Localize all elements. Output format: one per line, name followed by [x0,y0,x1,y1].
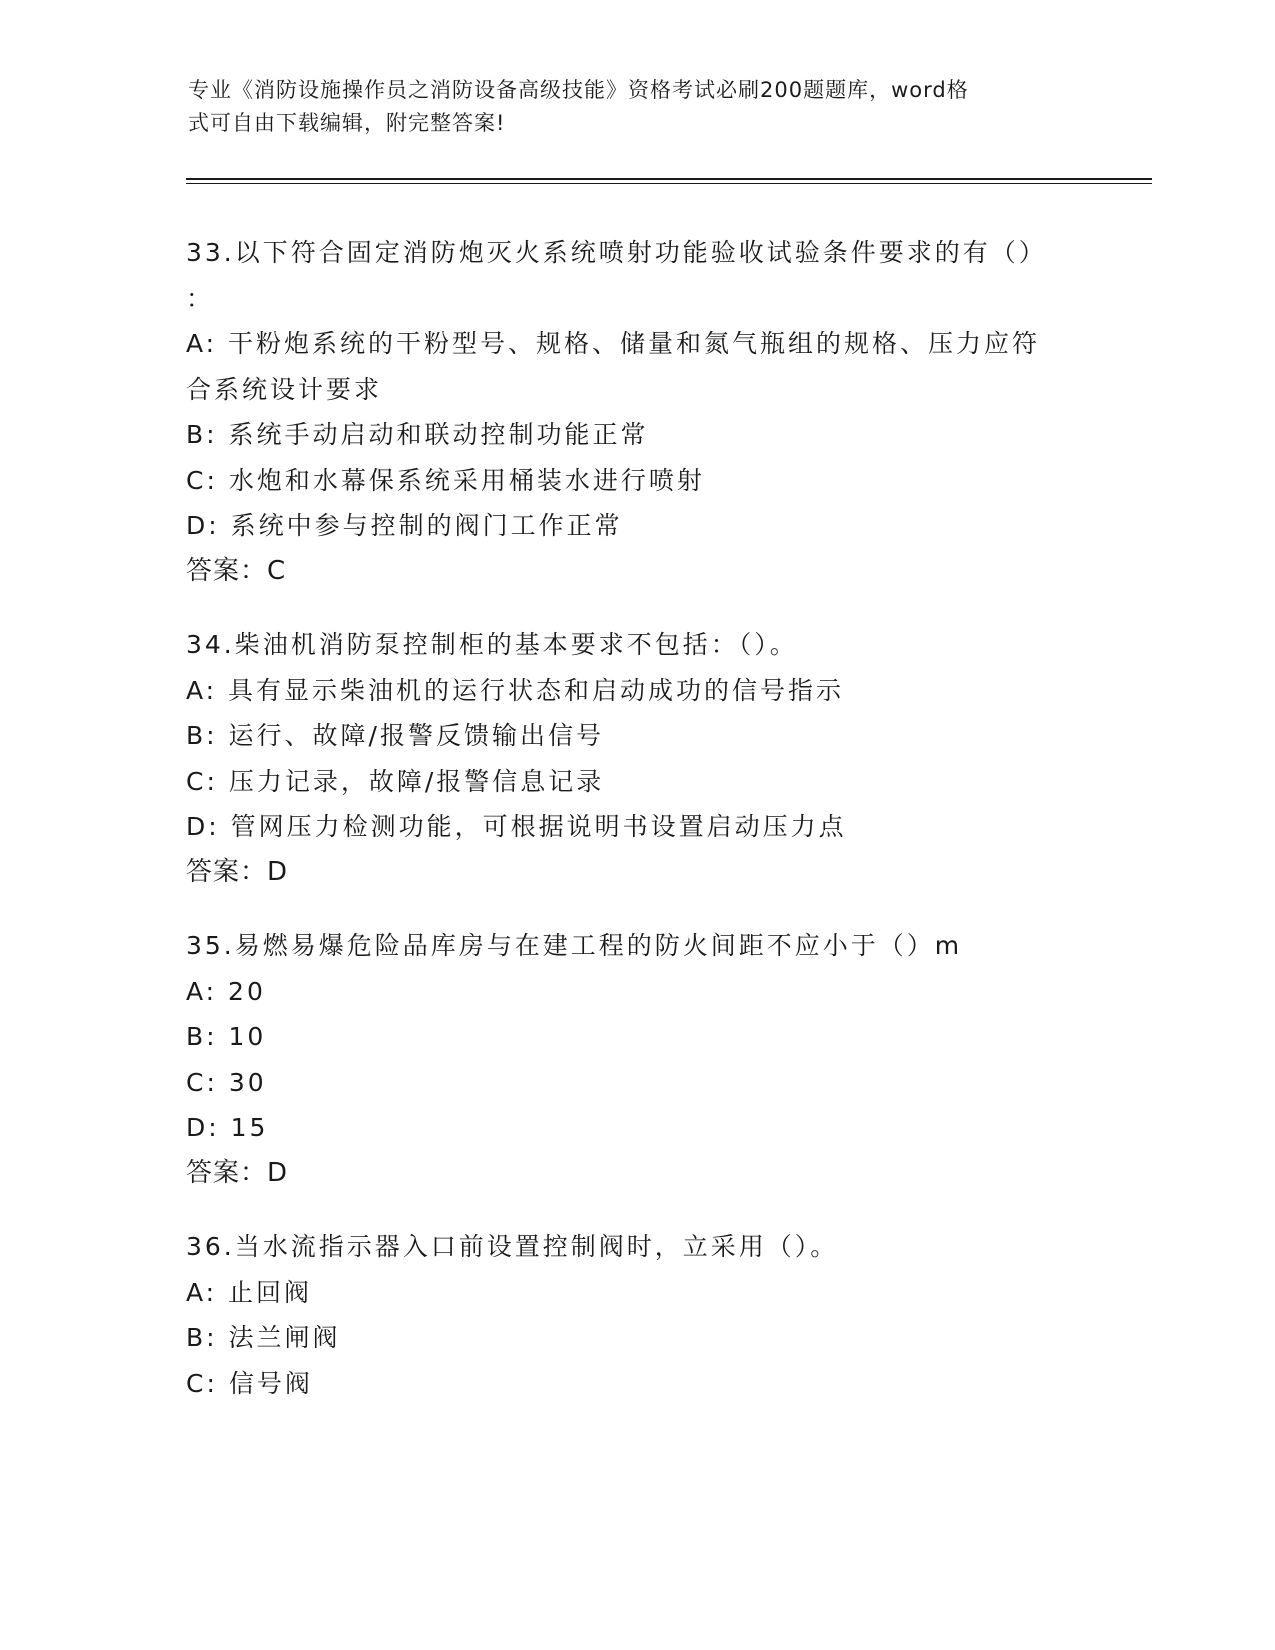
option-label: B: [186,1022,218,1051]
option-label: B: [186,420,218,449]
option-a-continued: 合系统设计要求 [186,374,383,404]
option-text: 压力记录，故障/报警信息记录 [228,766,605,796]
option-label: B: [186,721,218,750]
option-a [186,969,1086,1015]
option-label: C: [186,1368,218,1398]
option-d [186,1105,1086,1151]
option-b [186,412,1086,458]
option-label: C: [186,766,218,796]
option-a [186,1270,1086,1316]
option-c [186,458,1086,504]
option-text: 15 [230,1113,269,1142]
option-label: A: [186,1277,218,1307]
option-text: 30 [228,1067,267,1097]
option-text: 干粉炮系统的干粉型号、规格、储量和氮气瓶组的规格、压力应符 [228,329,1041,358]
option-text: 具有显示柴油机的运行状态和启动成功的信号指示 [228,675,845,705]
option-label: B: [186,1323,218,1352]
option-label: D: [186,812,220,841]
question-35 [186,923,1086,1196]
option-text: 运行、故障/报警反馈输出信号 [228,721,604,750]
header-line-1: 专业《消防设施操作员之消防设备高级技能》资格考试必刷200题题库，word格 [188,78,969,102]
option-b [186,1315,1086,1361]
question-stem: 34.柴油机消防泵控制柜的基本要求不包括：（）。 [186,630,798,659]
option-text: 信号阀 [228,1368,313,1398]
question-34 [186,622,1086,895]
question-stem: 35.易燃易爆危险品库房与在建工程的防火间距不应小于（）m [186,931,963,960]
option-text: 止回阀 [228,1277,313,1307]
header-line-2: 式可自由下载编辑，附完整答案! [188,111,506,135]
answer-line: 答案：C [186,555,287,586]
option-label: A: [186,976,218,1006]
question-stem-continued: ： [186,283,215,313]
option-a [186,668,1086,714]
header-divider [186,178,1152,184]
option-label: A: [186,329,218,358]
question-list [186,230,1086,1434]
option-c [186,759,1086,805]
option-c [186,1060,1086,1106]
option-text: 管网压力检测功能，可根据说明书设置启动压力点 [230,812,847,841]
option-a [186,321,1086,367]
answer-line: 答案：D [186,1157,289,1188]
option-text: 法兰闸阀 [228,1323,341,1352]
option-text: 20 [228,976,266,1006]
question-stem: 33.以下符合固定消防炮灭火系统喷射功能验收试验条件要求的有（） [186,238,1047,267]
option-label: C: [186,1067,218,1097]
option-b [186,1014,1086,1060]
option-text: 系统中参与控制的阀门工作正常 [230,511,623,540]
option-text: 水炮和水幕保系统采用桶装水进行喷射 [228,465,705,495]
option-text: 10 [228,1022,267,1051]
question-36 [186,1224,1086,1406]
option-label: A: [186,675,218,705]
question-stem: 36.当水流指示器入口前设置控制阀时，立采用（）。 [186,1232,839,1261]
answer-line: 答案：D [186,856,289,887]
option-b [186,713,1086,759]
document-header [188,74,1068,140]
option-label: D: [186,1113,220,1142]
option-label: D: [186,511,220,540]
option-label: C: [186,465,218,495]
option-d [186,503,1086,549]
option-text: 系统手动启动和联动控制功能正常 [228,420,649,449]
option-d [186,804,1086,850]
option-c [186,1361,1086,1407]
question-33 [186,230,1086,594]
